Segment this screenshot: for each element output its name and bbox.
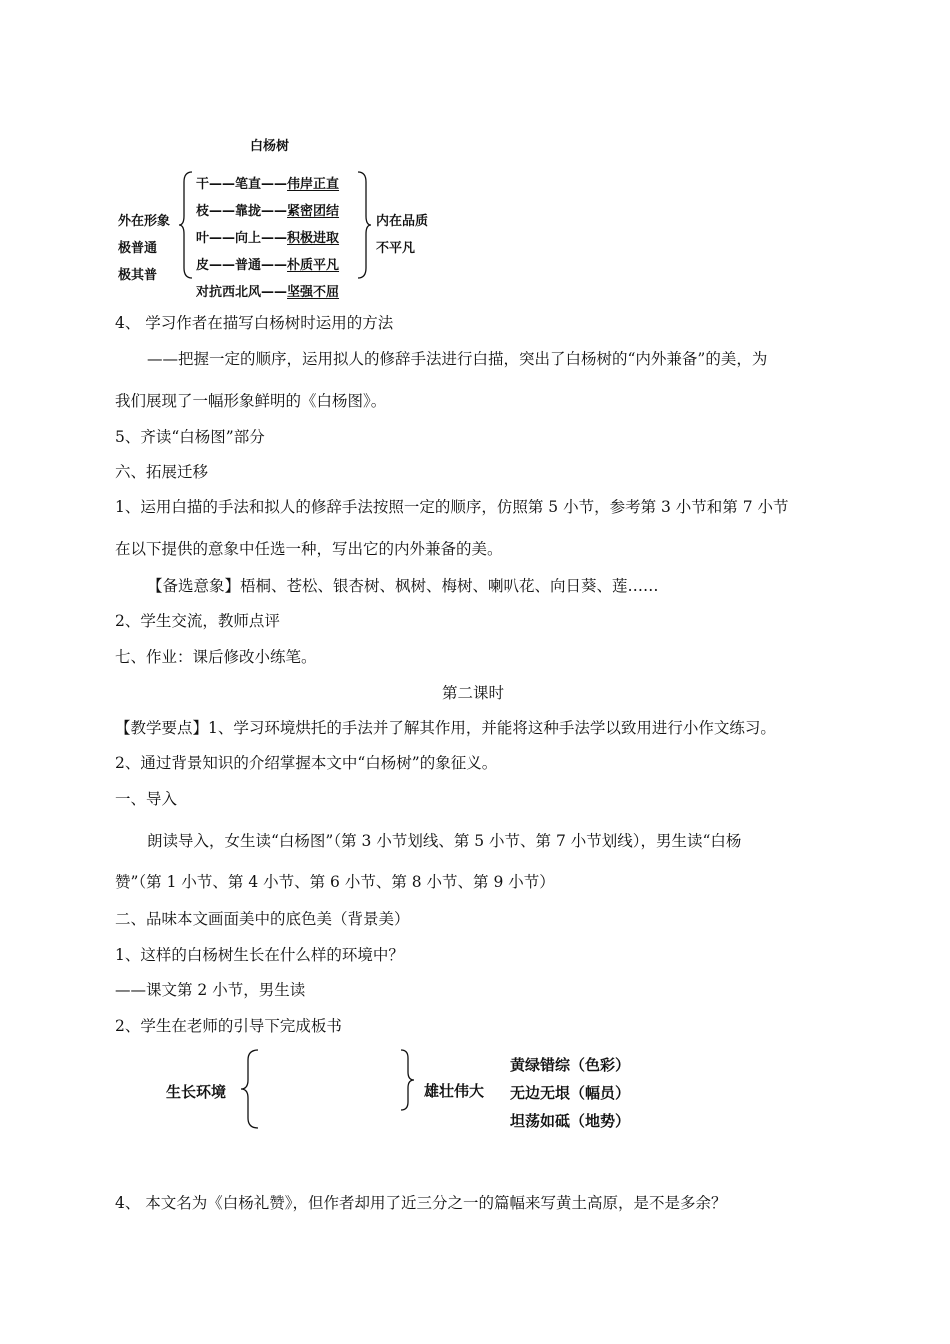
row-dash: —— (261, 231, 288, 246)
row-part: 干 (196, 177, 210, 192)
section-heading: 一、导入 (115, 790, 178, 808)
grand-label: 雄壮伟大 (424, 1082, 485, 1100)
extra-quality: 坚强不屈 (287, 285, 340, 300)
text-line: 1、运用白描的手法和拟人的修辞手法按照一定的顺序，仿照第 5 小节，参考第 3 小节和第 7 小节 (115, 498, 789, 516)
text-line: 1、这样的白杨树生长在什么样的环境中？ (115, 946, 404, 964)
left-brace (178, 170, 194, 280)
row-dash: —— (209, 231, 236, 246)
outer-sub-1: 极普通 (118, 241, 158, 256)
text-line: 2、学生在老师的引导下完成板书 (115, 1017, 342, 1035)
row-dash: —— (261, 177, 288, 192)
extra-left: 对抗西北风—— (196, 285, 288, 300)
text-line: 【教学要点】1、学习环境烘托的手法并了解其作用，并能将这种手法学以致用进行小作文练习。 (115, 719, 776, 737)
tree-row (196, 177, 339, 193)
text-line: 赞”（第 1 小节、第 4 小节、第 6 小节、第 8 小节、第 9 小节） (115, 873, 555, 891)
lesson-title: 第二课时 (442, 684, 505, 702)
feature-item: 坦荡如砥（地势） (510, 1112, 631, 1130)
row-trait: 向上 (235, 231, 262, 246)
tree-row (196, 231, 339, 247)
row-quality: 积极进取 (287, 231, 340, 246)
text-line: 2、学生交流，教师点评 (115, 612, 280, 630)
left-brace (240, 1048, 260, 1130)
text-line: ——把握一定的顺序，运用拟人的修辞手法进行白描，突出了白杨树的“内外兼备”的美，为 (147, 350, 768, 368)
row-dash: —— (209, 177, 236, 192)
text-line: 2、通过背景知识的介绍掌握本文中“白杨树”的象征义。 (115, 754, 498, 772)
tree-row (196, 204, 339, 220)
text-line: 我们展现了一幅形象鲜明的《白杨图》。 (115, 392, 387, 410)
text-line: 4、 学习作者在描写白杨树时运用的方法 (115, 314, 394, 332)
row-trait: 普通 (235, 258, 262, 273)
outer-sub-2: 极其普 (118, 268, 158, 283)
row-quality: 紧密团结 (287, 204, 340, 219)
outer-label: 外在形象 (118, 214, 171, 229)
environment-label: 生长环境 (166, 1083, 227, 1101)
row-quality: 朴质平凡 (287, 258, 340, 273)
row-part: 枝 (196, 204, 210, 219)
row-trait: 笔直 (235, 177, 262, 192)
row-quality: 伟岸正直 (287, 177, 340, 192)
row-dash: —— (209, 204, 236, 219)
tree-row (196, 258, 339, 274)
right-brace (356, 170, 372, 280)
text-line: 【备选意象】梧桐、苍松、银杏树、枫树、梅树、喇叭花、向日葵、莲…… (147, 577, 659, 595)
row-part: 叶 (196, 231, 210, 246)
text-line: 在以下提供的意象中任选一种，写出它的内外兼备的美。 (115, 540, 503, 558)
section-heading: 七、作业：课后修改小练笔。 (115, 648, 317, 666)
row-dash: —— (261, 204, 288, 219)
section-heading: 二、品味本文画面美中的底色美（背景美） (115, 910, 410, 928)
text-line: 朗读导入，女生读“白杨图”（第 3 小节划线、第 5 小节、第 7 小节划线），男生读“白杨 (147, 832, 742, 850)
section-heading: 六、拓展迁移 (115, 463, 209, 481)
text-line: ——课文第 2 小节，男生读 (115, 981, 306, 999)
tree-extra-row (196, 285, 339, 301)
row-dash: —— (209, 258, 236, 273)
inner-sub: 不平凡 (376, 241, 416, 256)
text-line: 5、齐读“白杨图”部分 (115, 428, 265, 446)
diagram-title: 白杨树 (250, 139, 290, 154)
row-part: 皮 (196, 258, 210, 273)
right-brace (399, 1048, 415, 1112)
feature-item: 黄绿错综（色彩） (510, 1056, 631, 1074)
inner-label: 内在品质 (376, 214, 429, 229)
feature-item: 无边无垠（幅员） (510, 1084, 631, 1102)
row-dash: —— (261, 258, 288, 273)
text-line: 4、 本文名为《白杨礼赞》，但作者却用了近三分之一的篇幅来写黄土高原，是不是多余？ (115, 1194, 727, 1212)
row-trait: 靠拢 (235, 204, 262, 219)
